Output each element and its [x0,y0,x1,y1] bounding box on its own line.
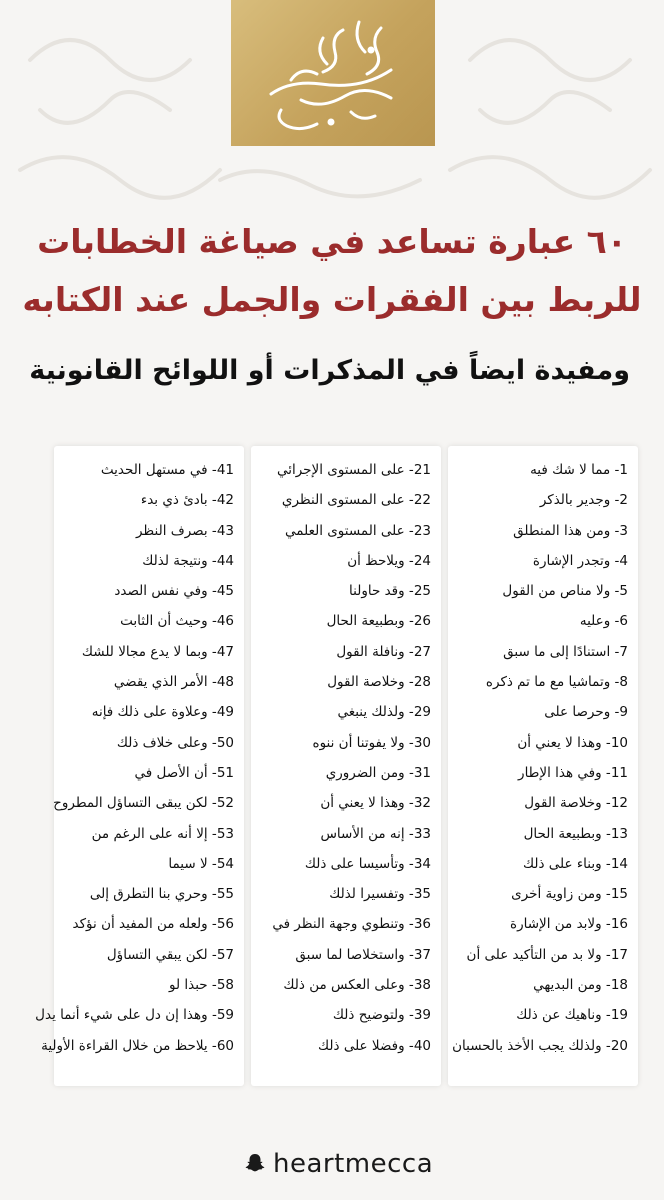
list-item: 36- وتنطوي وجهة النظر في [272,916,431,933]
list-item: 40- وفضلا على ذلك [318,1037,431,1054]
footer-handle [243,1149,434,1179]
list-item: 59- وهذا إن دل على شيء أنما يدل [35,1007,234,1024]
list-item: 54- لا سيما [168,855,234,872]
list-item: 16- ولابد من الإشارة [510,916,628,933]
list-item: 53- إلا أنه على الرغم من [91,825,234,842]
list-item: 22- على المستوى النظري [281,492,431,509]
list-item: 29- ولذلك ينبغي [337,704,431,721]
list-item: 3- ومن هذا المنطلق [513,522,628,539]
list-item: 23- على المستوى العلمي [285,522,431,539]
list-item: 20- ولذلك يجب الأخذ بالحسبان [452,1037,628,1054]
list-item: 4- وتجدر الإشارة [532,552,628,569]
logo-box [231,0,435,146]
list-item: 30- ولا يفوتنا أن ننوه [312,734,431,751]
list-item: 33- إنه من الأساس [320,825,431,842]
list-item: 9- وحرصا على [544,704,628,721]
list-item: 24- ويلاحظ أن [347,552,431,569]
list-item: 34- وتأسيسا على ذلك [304,855,431,872]
list-item: 19- وناهيك عن ذلك [516,1007,628,1024]
list-item: 52- لكن يبقى التساؤل المطروح [53,795,234,812]
list-item: 7- استنادًا إلى ما سبق [503,643,628,660]
list-item: 45- وفي نفس الصدد [114,583,234,600]
list-item: 8- وتماشيا مع ما تم ذكره [485,674,628,691]
list-item: 1- مما لا شك فيه [530,462,628,478]
list-item: 43- بصرف النظر [135,522,234,539]
list-item: 37- واستخلاصا لما سبق [295,946,431,963]
list-item: 38- وعلى العكس من ذلك [283,977,431,994]
list-item: 15- ومن زاوية أخرى [511,886,628,903]
list-item: 44- ونتيجة لذلك [142,552,234,569]
list-item: 10- وهذا لا يعني أن [517,734,628,751]
list-item: 27- ونافلة القول [336,643,431,660]
title-line-1: ٦٠ عبارة تساعد في صياغة الخطابات [37,222,627,261]
list-item: 58- حبذا لو [169,977,234,994]
phrases-column-2 [251,446,441,1086]
list-item: 50- وعلى خلاف ذلك [116,734,234,751]
list-item: 6- وعليه [579,613,628,630]
phrases-column-1 [448,446,638,1086]
list-item: 47- وبما لا يدع مجالا للشك [81,643,234,660]
phrases-column-3 [35,446,244,1086]
list-item: 46- وحيث أن الثابت [120,613,234,630]
list-item: 60- يلاحظ من خلال القراءة الأولية [41,1037,234,1054]
subtitle: ومفيدة ايضاً في المذكرات أو اللوائح القانونية [29,355,630,386]
snapchat-ghost-icon [243,1152,267,1176]
list-item: 42- بادئ ذي بدء [140,492,234,509]
list-item: 17- ولا بد من التأكيد على أن [466,946,628,963]
list-item: 12- وخلاصة القول [524,795,628,812]
list-item: 56- ولعله من المفيد أن نؤكد [72,916,234,933]
list-item: 55- وحري بنا التطرق إلى [89,886,234,903]
list-item: 26- وبطبيعة الحال [326,613,431,630]
title-line-2: للربط بين الفقرات والجمل عند الكتابه [22,280,642,319]
list-item: 57- لكن يبقي التساؤل [106,946,234,963]
footer-handle-text: heartmecca [273,1149,434,1179]
list-item: 35- وتفسيرا لذلك [329,886,431,903]
list-item: 28- وخلاصة القول [327,674,431,691]
calligraphy-logo-icon [231,0,435,146]
list-item: 49- وعلاوة على ذلك فإنه [91,704,234,721]
list-item: 5- ولا مناص من القول [502,583,628,600]
list-item: 25- وقد حاولنا [349,583,431,600]
list-item: 18- ومن البديهي [533,977,628,994]
list-item: 48- الأمر الذي يقضي [113,674,234,691]
list-item: 32- وهذا لا يعني أن [320,795,431,812]
list-item: 41- في مستهل الحديث [100,462,234,478]
list-item: 11- وفي هذا الإطار [518,764,628,781]
list-item: 14- وبناء على ذلك [522,855,628,872]
list-item: 51- أن الأصل في [134,764,234,781]
list-item: 31- ومن الضروري [325,764,431,781]
list-item: 2- وجدير بالذكر [539,492,628,509]
list-item: 13- وبطبيعة الحال [523,825,628,842]
list-item: 21- على المستوى الإجرائي [276,462,431,478]
list-item: 39- ولتوضيح ذلك [332,1007,431,1024]
